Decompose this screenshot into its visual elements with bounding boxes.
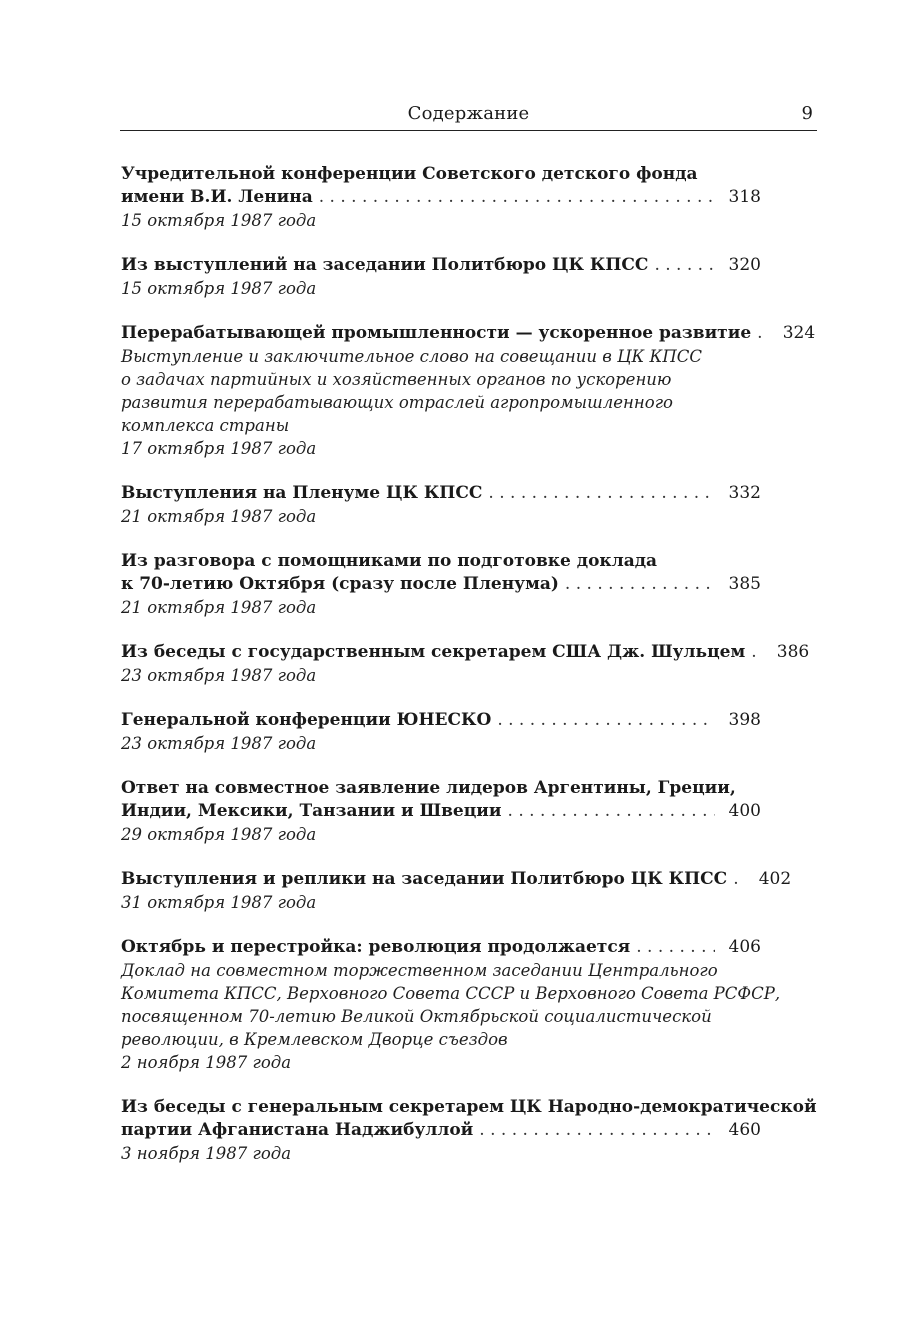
table-of-contents (121, 163, 817, 1187)
toc-entry-description: о задачах партийных и хозяйственных органов по ускорению (121, 370, 672, 389)
toc-page-number: 385 (728, 574, 761, 594)
toc-entry-title: Из разговора с помощниками по подготовке доклада (121, 551, 658, 571)
toc-entry[interactable] (121, 1096, 817, 1165)
toc-entry[interactable] (121, 641, 810, 687)
toc-page-number: 320 (728, 255, 761, 275)
toc-entry-title: Перерабатывающей промышленности — ускоренное развитие (121, 323, 752, 343)
dot-leader (497, 709, 715, 732)
toc-entry[interactable] (121, 550, 761, 619)
toc-title-line (121, 1119, 761, 1142)
toc-entry-description: Выступление и заключительное слово на совещании в ЦК КПСС (121, 347, 702, 366)
toc-title-line (121, 254, 761, 277)
toc-title-line (121, 550, 761, 573)
toc-title-line (121, 800, 761, 823)
toc-entry[interactable] (121, 322, 816, 460)
toc-entry-title: Выступления и реплики на заседании Политбюро ЦК КПСС (121, 869, 728, 889)
toc-entry-date: 23 октября 1987 года (121, 734, 317, 753)
toc-entry-date: 3 ноября 1987 года (121, 1144, 292, 1163)
toc-page-number: 402 (758, 869, 792, 889)
toc-page-number: 398 (728, 710, 761, 730)
toc-title-line (121, 186, 761, 209)
running-header (120, 102, 817, 131)
toc-entry-title: к 70-летию Октября (сразу после Пленума) (121, 574, 559, 594)
toc-entry-title: имени В.И. Ленина (121, 187, 313, 207)
toc-title-line (121, 322, 816, 345)
page-number: 9 (801, 103, 813, 124)
toc-page-number: 318 (728, 187, 761, 207)
toc-page-number: 332 (728, 483, 761, 503)
toc-title-line (121, 868, 792, 891)
toc-entry-date: 21 октября 1987 года (121, 598, 317, 617)
dot-leader (757, 322, 769, 345)
toc-title-line (121, 163, 761, 186)
toc-entry-date: 2 ноября 1987 года (121, 1053, 292, 1072)
toc-title-line (121, 641, 810, 664)
toc-entry-title: партии Афганистана Наджибуллой (121, 1120, 474, 1140)
toc-entry-title: Индии, Мексики, Танзании и Швеции (121, 801, 502, 821)
toc-page-number: 400 (728, 801, 761, 821)
toc-title-line (121, 777, 761, 800)
toc-entry-date: 21 октября 1987 года (121, 507, 317, 526)
toc-title-line (121, 709, 761, 732)
toc-entry[interactable] (121, 482, 761, 528)
dot-leader (565, 573, 715, 596)
toc-entry[interactable] (121, 254, 761, 300)
toc-page-number: 386 (776, 642, 810, 662)
toc-entry-title: Из выступлений на заседании Политбюро ЦК КПСС (121, 255, 649, 275)
toc-entry[interactable] (121, 777, 761, 846)
toc-page-number: 324 (782, 323, 816, 343)
toc-page-number: 460 (728, 1120, 761, 1140)
toc-title-line (121, 936, 761, 959)
toc-entry-title: Октябрь и перестройка: революция продолжается (121, 937, 631, 957)
toc-entry-description: Доклад на совместном торжественном заседании Центрального (121, 961, 718, 980)
toc-title-line (121, 573, 761, 596)
toc-entry-date: 15 октября 1987 года (121, 211, 317, 230)
toc-entry-description: развития перерабатывающих отраслей агропромышленного (121, 393, 673, 412)
toc-entry-title: Из беседы с государственным секретарем США Дж. Шульцем (121, 642, 746, 662)
toc-entry[interactable] (121, 936, 781, 1074)
dot-leader (319, 186, 715, 209)
dot-leader (508, 800, 715, 823)
dot-leader (751, 641, 763, 664)
dot-leader (733, 868, 745, 891)
toc-entry-date: 23 октября 1987 года (121, 666, 317, 685)
running-title: Содержание (407, 103, 530, 124)
toc-title-line (121, 1096, 817, 1119)
dot-leader (479, 1119, 715, 1142)
toc-entry-date: 15 октября 1987 года (121, 279, 317, 298)
toc-entry-date: 31 октября 1987 года (121, 893, 317, 912)
toc-entry-date: 17 октября 1987 года (121, 439, 317, 458)
toc-entry-title: Учредительной конференции Советского детского фонда (121, 164, 698, 184)
toc-entry-title: Генеральной конференции ЮНЕСКО (121, 710, 492, 730)
toc-entry-title: Выступления на Пленуме ЦК КПСС (121, 483, 483, 503)
toc-entry-description: Комитета КПСС, Верховного Совета СССР и Верховного Совета РСФСР, (121, 984, 781, 1003)
toc-entry-date: 29 октября 1987 года (121, 825, 317, 844)
dot-leader (654, 254, 715, 277)
toc-entry[interactable] (121, 868, 792, 914)
toc-entry-description: комплекса страны (121, 416, 290, 435)
toc-entry-description: посвященном 70-летию Великой Октябрьской социалистической (121, 1007, 712, 1026)
toc-page-number: 406 (728, 937, 761, 957)
dot-leader (636, 936, 715, 959)
toc-entry-title: Из беседы с генеральным секретарем ЦК Народно-демократической (121, 1097, 817, 1117)
toc-entry-description: революции, в Кремлевском Дворце съездов (121, 1030, 508, 1049)
toc-entry[interactable] (121, 163, 761, 232)
dot-leader (488, 482, 715, 505)
toc-entry-title: Ответ на совместное заявление лидеров Аргентины, Греции, (121, 778, 736, 798)
toc-title-line (121, 482, 761, 505)
toc-entry[interactable] (121, 709, 761, 755)
